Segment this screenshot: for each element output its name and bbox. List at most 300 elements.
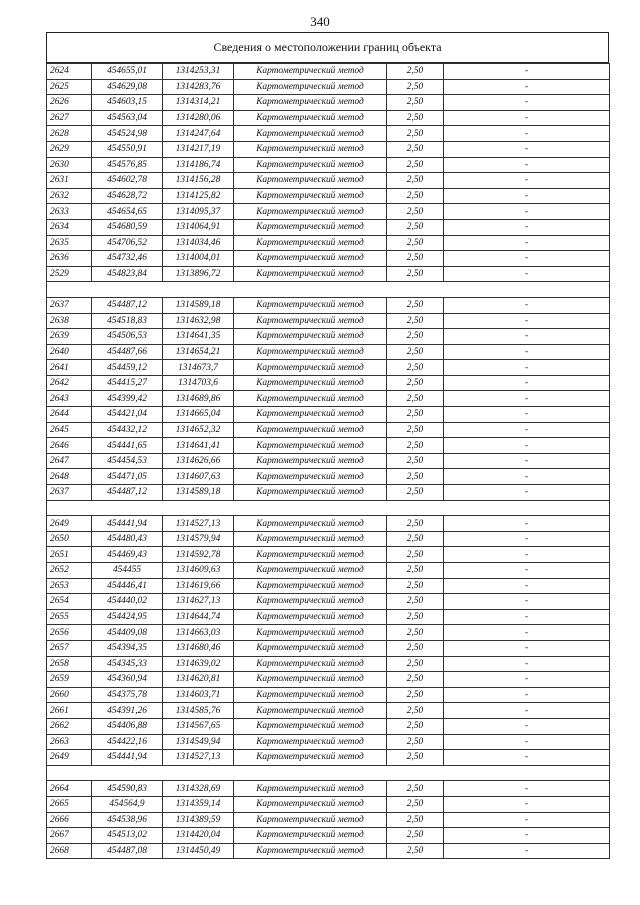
x-coordinate-cell: 454394,35 bbox=[92, 640, 163, 656]
method-cell: Картометрический метод bbox=[234, 594, 387, 610]
accuracy-cell: 2,50 bbox=[387, 796, 444, 812]
y-coordinate-cell: 1314689,86 bbox=[163, 391, 234, 407]
accuracy-cell: 2,50 bbox=[387, 329, 444, 345]
x-coordinate-cell: 454415,27 bbox=[92, 375, 163, 391]
point-number-cell: 2624 bbox=[47, 64, 92, 80]
method-cell: Картометрический метод bbox=[234, 204, 387, 220]
point-number-cell: 2665 bbox=[47, 796, 92, 812]
method-cell: Картометрический метод bbox=[234, 796, 387, 812]
accuracy-cell: 2,50 bbox=[387, 407, 444, 423]
y-coordinate-cell: 1314253,31 bbox=[163, 64, 234, 80]
table-row bbox=[47, 313, 610, 329]
accuracy-cell: 2,50 bbox=[387, 110, 444, 126]
x-coordinate-cell: 454487,12 bbox=[92, 485, 163, 501]
y-coordinate-cell: 1314641,35 bbox=[163, 329, 234, 345]
y-coordinate-cell: 1314579,94 bbox=[163, 531, 234, 547]
x-coordinate-cell: 454506,53 bbox=[92, 329, 163, 345]
accuracy-cell: 2,50 bbox=[387, 173, 444, 189]
table-row bbox=[47, 718, 610, 734]
accuracy-cell: 2,50 bbox=[387, 157, 444, 173]
accuracy-cell: 2,50 bbox=[387, 360, 444, 376]
block-separator-row bbox=[47, 765, 610, 781]
block-separator-row bbox=[47, 500, 610, 516]
x-coordinate-cell: 454409,08 bbox=[92, 625, 163, 641]
table-row bbox=[47, 266, 610, 282]
method-cell: Картометрический метод bbox=[234, 578, 387, 594]
table-row bbox=[47, 173, 610, 189]
accuracy-cell: 2,50 bbox=[387, 547, 444, 563]
y-coordinate-cell: 1314280,06 bbox=[163, 110, 234, 126]
method-cell: Картометрический метод bbox=[234, 563, 387, 579]
accuracy-cell: 2,50 bbox=[387, 313, 444, 329]
method-cell: Картометрический метод bbox=[234, 469, 387, 485]
description-cell: - bbox=[444, 251, 610, 267]
table-row bbox=[47, 578, 610, 594]
x-coordinate-cell: 454441,65 bbox=[92, 438, 163, 454]
x-coordinate-cell: 454480,43 bbox=[92, 531, 163, 547]
description-cell: - bbox=[444, 126, 610, 142]
accuracy-cell: 2,50 bbox=[387, 453, 444, 469]
method-cell: Картометрический метод bbox=[234, 843, 387, 859]
accuracy-cell: 2,50 bbox=[387, 266, 444, 282]
x-coordinate-cell: 454602,78 bbox=[92, 173, 163, 189]
x-coordinate-cell: 454406,88 bbox=[92, 718, 163, 734]
x-coordinate-cell: 454628,72 bbox=[92, 188, 163, 204]
point-number-cell: 2658 bbox=[47, 656, 92, 672]
table-row bbox=[47, 422, 610, 438]
method-cell: Картометрический метод bbox=[234, 64, 387, 80]
accuracy-cell: 2,50 bbox=[387, 734, 444, 750]
y-coordinate-cell: 1314632,98 bbox=[163, 313, 234, 329]
table-row bbox=[47, 375, 610, 391]
x-coordinate-cell: 454576,85 bbox=[92, 157, 163, 173]
description-cell: - bbox=[444, 266, 610, 282]
x-coordinate-cell: 454399,42 bbox=[92, 391, 163, 407]
y-coordinate-cell: 1314620,81 bbox=[163, 672, 234, 688]
description-cell: - bbox=[444, 781, 610, 797]
y-coordinate-cell: 1314609,63 bbox=[163, 563, 234, 579]
accuracy-cell: 2,50 bbox=[387, 687, 444, 703]
y-coordinate-cell: 1314603,71 bbox=[163, 687, 234, 703]
method-cell: Картометрический метод bbox=[234, 219, 387, 235]
x-coordinate-cell: 454446,41 bbox=[92, 578, 163, 594]
y-coordinate-cell: 1314064,91 bbox=[163, 219, 234, 235]
description-cell: - bbox=[444, 687, 610, 703]
method-cell: Картометрический метод bbox=[234, 110, 387, 126]
accuracy-cell: 2,50 bbox=[387, 188, 444, 204]
accuracy-cell: 2,50 bbox=[387, 625, 444, 641]
method-cell: Картометрический метод bbox=[234, 687, 387, 703]
method-cell: Картометрический метод bbox=[234, 640, 387, 656]
y-coordinate-cell: 1314589,18 bbox=[163, 297, 234, 313]
description-cell: - bbox=[444, 297, 610, 313]
table-row bbox=[47, 625, 610, 641]
y-coordinate-cell: 1314665,04 bbox=[163, 407, 234, 423]
table-row bbox=[47, 360, 610, 376]
accuracy-cell: 2,50 bbox=[387, 640, 444, 656]
method-cell: Картометрический метод bbox=[234, 672, 387, 688]
y-coordinate-cell: 1314585,76 bbox=[163, 703, 234, 719]
description-cell: - bbox=[444, 173, 610, 189]
accuracy-cell: 2,50 bbox=[387, 141, 444, 157]
accuracy-cell: 2,50 bbox=[387, 375, 444, 391]
point-number-cell: 2639 bbox=[47, 329, 92, 345]
point-number-cell: 2637 bbox=[47, 485, 92, 501]
accuracy-cell: 2,50 bbox=[387, 703, 444, 719]
x-coordinate-cell: 454487,12 bbox=[92, 297, 163, 313]
description-cell: - bbox=[444, 141, 610, 157]
table-row bbox=[47, 485, 610, 501]
table-row bbox=[47, 828, 610, 844]
point-number-cell: 2634 bbox=[47, 219, 92, 235]
description-cell: - bbox=[444, 110, 610, 126]
x-coordinate-cell: 454487,08 bbox=[92, 843, 163, 859]
method-cell: Картометрический метод bbox=[234, 781, 387, 797]
y-coordinate-cell: 1314627,13 bbox=[163, 594, 234, 610]
table-row bbox=[47, 531, 610, 547]
point-number-cell: 2644 bbox=[47, 407, 92, 423]
description-cell: - bbox=[444, 235, 610, 251]
accuracy-cell: 2,50 bbox=[387, 750, 444, 766]
description-cell: - bbox=[444, 391, 610, 407]
y-coordinate-cell: 1314589,18 bbox=[163, 485, 234, 501]
y-coordinate-cell: 1314527,13 bbox=[163, 516, 234, 532]
description-cell: - bbox=[444, 750, 610, 766]
table-row bbox=[47, 640, 610, 656]
description-cell: - bbox=[444, 219, 610, 235]
accuracy-cell: 2,50 bbox=[387, 672, 444, 688]
description-cell: - bbox=[444, 453, 610, 469]
point-number-cell: 2641 bbox=[47, 360, 92, 376]
y-coordinate-cell: 1314156,28 bbox=[163, 173, 234, 189]
method-cell: Картометрический метод bbox=[234, 235, 387, 251]
method-cell: Картометрический метод bbox=[234, 422, 387, 438]
accuracy-cell: 2,50 bbox=[387, 79, 444, 95]
description-cell: - bbox=[444, 578, 610, 594]
method-cell: Картометрический метод bbox=[234, 485, 387, 501]
description-cell: - bbox=[444, 64, 610, 80]
point-number-cell: 2651 bbox=[47, 547, 92, 563]
point-number-cell: 2643 bbox=[47, 391, 92, 407]
description-cell: - bbox=[444, 843, 610, 859]
x-coordinate-cell: 454513,02 bbox=[92, 828, 163, 844]
accuracy-cell: 2,50 bbox=[387, 531, 444, 547]
accuracy-cell: 2,50 bbox=[387, 126, 444, 142]
point-number-cell: 2628 bbox=[47, 126, 92, 142]
description-cell: - bbox=[444, 531, 610, 547]
block-separator-cell bbox=[47, 282, 610, 298]
description-cell: - bbox=[444, 812, 610, 828]
y-coordinate-cell: 1313896,72 bbox=[163, 266, 234, 282]
y-coordinate-cell: 1314680,46 bbox=[163, 640, 234, 656]
point-number-cell: 2645 bbox=[47, 422, 92, 438]
x-coordinate-cell: 454432,12 bbox=[92, 422, 163, 438]
accuracy-cell: 2,50 bbox=[387, 578, 444, 594]
table-row bbox=[47, 843, 610, 859]
y-coordinate-cell: 1314567,65 bbox=[163, 718, 234, 734]
method-cell: Картометрический метод bbox=[234, 531, 387, 547]
description-cell: - bbox=[444, 188, 610, 204]
method-cell: Картометрический метод bbox=[234, 251, 387, 267]
accuracy-cell: 2,50 bbox=[387, 391, 444, 407]
method-cell: Картометрический метод bbox=[234, 141, 387, 157]
method-cell: Картометрический метод bbox=[234, 703, 387, 719]
block-separator-cell bbox=[47, 765, 610, 781]
method-cell: Картометрический метод bbox=[234, 734, 387, 750]
table-row bbox=[47, 438, 610, 454]
accuracy-cell: 2,50 bbox=[387, 251, 444, 267]
table-title: Сведения о местоположении границ объекта bbox=[46, 32, 609, 63]
accuracy-cell: 2,50 bbox=[387, 609, 444, 625]
point-number-cell: 2633 bbox=[47, 204, 92, 220]
table-row bbox=[47, 563, 610, 579]
y-coordinate-cell: 1314186,74 bbox=[163, 157, 234, 173]
table-row bbox=[47, 126, 610, 142]
method-cell: Картометрический метод bbox=[234, 375, 387, 391]
y-coordinate-cell: 1314652,32 bbox=[163, 422, 234, 438]
table-row bbox=[47, 781, 610, 797]
point-number-cell: 2667 bbox=[47, 828, 92, 844]
point-number-cell: 2649 bbox=[47, 516, 92, 532]
description-cell: - bbox=[444, 329, 610, 345]
table-row bbox=[47, 594, 610, 610]
x-coordinate-cell: 454360,94 bbox=[92, 672, 163, 688]
description-cell: - bbox=[444, 407, 610, 423]
method-cell: Картометрический метод bbox=[234, 625, 387, 641]
x-coordinate-cell: 454518,83 bbox=[92, 313, 163, 329]
point-number-cell: 2630 bbox=[47, 157, 92, 173]
description-cell: - bbox=[444, 204, 610, 220]
point-number-cell: 2629 bbox=[47, 141, 92, 157]
x-coordinate-cell: 454823,84 bbox=[92, 266, 163, 282]
table-row bbox=[47, 188, 610, 204]
x-coordinate-cell: 454424,95 bbox=[92, 609, 163, 625]
description-cell: - bbox=[444, 609, 610, 625]
table-row bbox=[47, 703, 610, 719]
y-coordinate-cell: 1314359,14 bbox=[163, 796, 234, 812]
description-cell: - bbox=[444, 313, 610, 329]
description-cell: - bbox=[444, 469, 610, 485]
point-number-cell: 2656 bbox=[47, 625, 92, 641]
point-number-cell: 2654 bbox=[47, 594, 92, 610]
point-number-cell: 2640 bbox=[47, 344, 92, 360]
y-coordinate-cell: 1314607,63 bbox=[163, 469, 234, 485]
coordinates-table bbox=[46, 63, 610, 859]
accuracy-cell: 2,50 bbox=[387, 656, 444, 672]
x-coordinate-cell: 454629,08 bbox=[92, 79, 163, 95]
point-number-cell: 2647 bbox=[47, 453, 92, 469]
accuracy-cell: 2,50 bbox=[387, 422, 444, 438]
method-cell: Картометрический метод bbox=[234, 157, 387, 173]
method-cell: Картометрический метод bbox=[234, 516, 387, 532]
x-coordinate-cell: 454345,33 bbox=[92, 656, 163, 672]
y-coordinate-cell: 1314592,78 bbox=[163, 547, 234, 563]
accuracy-cell: 2,50 bbox=[387, 204, 444, 220]
point-number-cell: 2657 bbox=[47, 640, 92, 656]
y-coordinate-cell: 1314654,21 bbox=[163, 344, 234, 360]
x-coordinate-cell: 454459,12 bbox=[92, 360, 163, 376]
y-coordinate-cell: 1314619,66 bbox=[163, 578, 234, 594]
accuracy-cell: 2,50 bbox=[387, 828, 444, 844]
y-coordinate-cell: 1314673,7 bbox=[163, 360, 234, 376]
description-cell: - bbox=[444, 79, 610, 95]
x-coordinate-cell: 454538,96 bbox=[92, 812, 163, 828]
point-number-cell: 2652 bbox=[47, 563, 92, 579]
point-number-cell: 2666 bbox=[47, 812, 92, 828]
table-row bbox=[47, 453, 610, 469]
point-number-cell: 2653 bbox=[47, 578, 92, 594]
table-row bbox=[47, 64, 610, 80]
y-coordinate-cell: 1314641,41 bbox=[163, 438, 234, 454]
description-cell: - bbox=[444, 828, 610, 844]
table-row bbox=[47, 656, 610, 672]
table-row bbox=[47, 407, 610, 423]
x-coordinate-cell: 454564,9 bbox=[92, 796, 163, 812]
point-number-cell: 2668 bbox=[47, 843, 92, 859]
method-cell: Картометрический метод bbox=[234, 547, 387, 563]
point-number-cell: 2635 bbox=[47, 235, 92, 251]
point-number-cell: 2646 bbox=[47, 438, 92, 454]
table-row bbox=[47, 672, 610, 688]
description-cell: - bbox=[444, 594, 610, 610]
point-number-cell: 2626 bbox=[47, 95, 92, 111]
x-coordinate-cell: 454440,02 bbox=[92, 594, 163, 610]
table-row bbox=[47, 297, 610, 313]
method-cell: Картометрический метод bbox=[234, 656, 387, 672]
y-coordinate-cell: 1314549,94 bbox=[163, 734, 234, 750]
method-cell: Картометрический метод bbox=[234, 360, 387, 376]
table-row bbox=[47, 734, 610, 750]
point-number-cell: 2660 bbox=[47, 687, 92, 703]
accuracy-cell: 2,50 bbox=[387, 781, 444, 797]
table-row bbox=[47, 157, 610, 173]
table-row bbox=[47, 469, 610, 485]
method-cell: Картометрический метод bbox=[234, 391, 387, 407]
description-cell: - bbox=[444, 375, 610, 391]
table-row bbox=[47, 547, 610, 563]
point-number-cell: 2632 bbox=[47, 188, 92, 204]
table-row bbox=[47, 141, 610, 157]
point-number-cell: 2655 bbox=[47, 609, 92, 625]
table-row bbox=[47, 251, 610, 267]
table-row bbox=[47, 750, 610, 766]
y-coordinate-cell: 1314247,64 bbox=[163, 126, 234, 142]
point-number-cell: 2661 bbox=[47, 703, 92, 719]
method-cell: Картометрический метод bbox=[234, 438, 387, 454]
table-row bbox=[47, 812, 610, 828]
x-coordinate-cell: 454487,66 bbox=[92, 344, 163, 360]
point-number-cell: 2625 bbox=[47, 79, 92, 95]
table-row bbox=[47, 329, 610, 345]
table-row bbox=[47, 516, 610, 532]
x-coordinate-cell: 454421,04 bbox=[92, 407, 163, 423]
description-cell: - bbox=[444, 547, 610, 563]
x-coordinate-cell: 454469,43 bbox=[92, 547, 163, 563]
y-coordinate-cell: 1314328,69 bbox=[163, 781, 234, 797]
table-row bbox=[47, 344, 610, 360]
x-coordinate-cell: 454590,83 bbox=[92, 781, 163, 797]
description-cell: - bbox=[444, 672, 610, 688]
method-cell: Картометрический метод bbox=[234, 812, 387, 828]
x-coordinate-cell: 454441,94 bbox=[92, 750, 163, 766]
method-cell: Картометрический метод bbox=[234, 79, 387, 95]
y-coordinate-cell: 1314639,02 bbox=[163, 656, 234, 672]
accuracy-cell: 2,50 bbox=[387, 95, 444, 111]
y-coordinate-cell: 1314125,82 bbox=[163, 188, 234, 204]
y-coordinate-cell: 1314034,46 bbox=[163, 235, 234, 251]
point-number-cell: 2636 bbox=[47, 251, 92, 267]
y-coordinate-cell: 1314527,13 bbox=[163, 750, 234, 766]
table-row bbox=[47, 95, 610, 111]
method-cell: Картометрический метод bbox=[234, 313, 387, 329]
point-number-cell: 2650 bbox=[47, 531, 92, 547]
x-coordinate-cell: 454454,53 bbox=[92, 453, 163, 469]
y-coordinate-cell: 1314389,59 bbox=[163, 812, 234, 828]
page-number: 340 bbox=[310, 14, 330, 29]
table-row bbox=[47, 235, 610, 251]
method-cell: Картометрический метод bbox=[234, 95, 387, 111]
point-number-cell: 2642 bbox=[47, 375, 92, 391]
method-cell: Картометрический метод bbox=[234, 750, 387, 766]
point-number-cell: 2529 bbox=[47, 266, 92, 282]
method-cell: Картометрический метод bbox=[234, 188, 387, 204]
x-coordinate-cell: 454524,98 bbox=[92, 126, 163, 142]
point-number-cell: 2663 bbox=[47, 734, 92, 750]
method-cell: Картометрический метод bbox=[234, 828, 387, 844]
point-number-cell: 2664 bbox=[47, 781, 92, 797]
table-row bbox=[47, 609, 610, 625]
point-number-cell: 2662 bbox=[47, 718, 92, 734]
method-cell: Картометрический метод bbox=[234, 407, 387, 423]
accuracy-cell: 2,50 bbox=[387, 64, 444, 80]
block-separator-row bbox=[47, 282, 610, 298]
y-coordinate-cell: 1314644,74 bbox=[163, 609, 234, 625]
x-coordinate-cell: 454706,52 bbox=[92, 235, 163, 251]
x-coordinate-cell: 454391,26 bbox=[92, 703, 163, 719]
description-cell: - bbox=[444, 360, 610, 376]
method-cell: Картометрический метод bbox=[234, 266, 387, 282]
coordinates-table-body bbox=[47, 64, 610, 859]
x-coordinate-cell: 454455 bbox=[92, 563, 163, 579]
point-number-cell: 2637 bbox=[47, 297, 92, 313]
y-coordinate-cell: 1314663,03 bbox=[163, 625, 234, 641]
accuracy-cell: 2,50 bbox=[387, 469, 444, 485]
description-cell: - bbox=[444, 796, 610, 812]
method-cell: Картометрический метод bbox=[234, 344, 387, 360]
table-row bbox=[47, 219, 610, 235]
accuracy-cell: 2,50 bbox=[387, 235, 444, 251]
x-coordinate-cell: 454655,01 bbox=[92, 64, 163, 80]
y-coordinate-cell: 1314314,21 bbox=[163, 95, 234, 111]
method-cell: Картометрический метод bbox=[234, 126, 387, 142]
point-number-cell: 2627 bbox=[47, 110, 92, 126]
method-cell: Картометрический метод bbox=[234, 297, 387, 313]
table-row bbox=[47, 79, 610, 95]
accuracy-cell: 2,50 bbox=[387, 812, 444, 828]
accuracy-cell: 2,50 bbox=[387, 843, 444, 859]
method-cell: Картометрический метод bbox=[234, 173, 387, 189]
description-cell: - bbox=[444, 734, 610, 750]
accuracy-cell: 2,50 bbox=[387, 297, 444, 313]
x-coordinate-cell: 454471,05 bbox=[92, 469, 163, 485]
x-coordinate-cell: 454654,65 bbox=[92, 204, 163, 220]
table-row bbox=[47, 796, 610, 812]
description-cell: - bbox=[444, 157, 610, 173]
table-row bbox=[47, 110, 610, 126]
point-number-cell: 2638 bbox=[47, 313, 92, 329]
point-number-cell: 2631 bbox=[47, 173, 92, 189]
x-coordinate-cell: 454603,15 bbox=[92, 95, 163, 111]
